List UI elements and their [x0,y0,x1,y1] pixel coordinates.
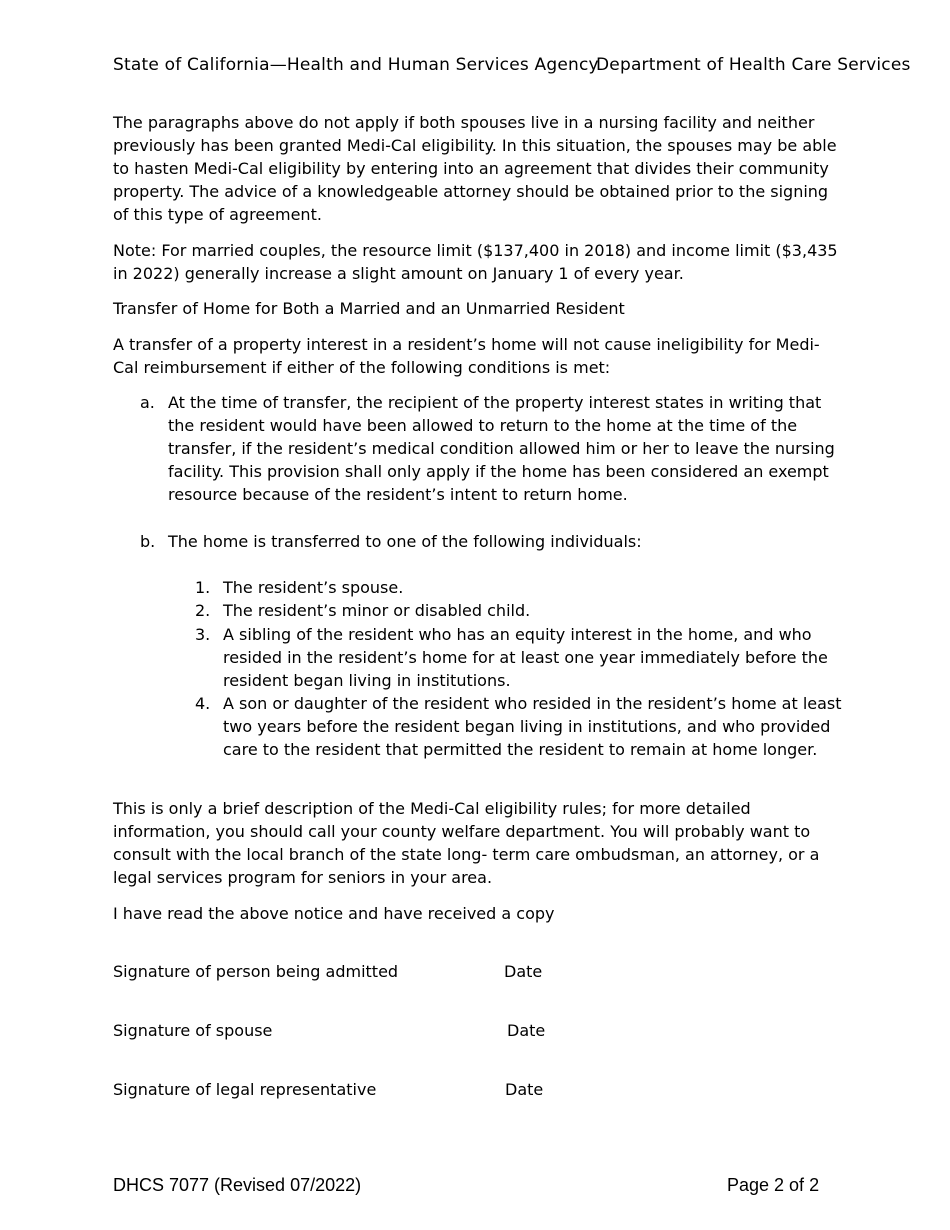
individual-item-3 [195,623,845,692]
signature-label-spouse: Signature of spouse [113,1021,273,1040]
paragraph-both-spouses: The paragraphs above do not apply if both spouses live in a nursing facility and neither previously has been granted Medi-Cal eligibility. In this situation, the spouses may be able to hasten Medi-Cal eligibility by entering into an agreement that divides their community property. The advice of a knowledgeable attorney should be obtained prior to the signing of this type of agreement. [113,113,837,224]
individual-item-1 [195,576,845,599]
acknowledgement-text: I have read the above notice and have received a copy [113,904,555,923]
signature-line-spouse: _______________________________________________ [113,1005,453,1017]
date-label-person: Date [504,962,543,981]
date-label-representative: Date [505,1080,544,1099]
header-agency: State of California—Health and Human Services Agency [113,55,599,75]
signature-line-person: _______________________________________________ [113,946,453,958]
signature-line-representative: _______________________________________________ [113,1064,453,1076]
list-item-text: A sibling of the resident who has an equity interest in the home, and who resided in the resident’s home for at least one year immediately before the resident began living in institutions. [223,625,828,690]
signature-label-person: Signature of person being admitted [113,962,399,981]
list-item-text: The home is transferred to one of the following individuals: [168,532,642,551]
paragraph-brief-description: This is only a brief description of the Medi-Cal eligibility rules; for more detailed information, you should call your county welfare department. You will probably want to consult with the local branch of the state long- term care ombudsman, an attorney, or a legal services program for seniors in your area. [113,799,820,887]
transfer-heading: Transfer of Home for Both a Married and an Unmarried Resident [113,299,625,318]
paragraph-note: Note: For married couples, the resource limit ($137,400 in 2018) and income limit ($3,435 in 2022) generally increase a slight amount on January 1 of every year. [113,241,838,283]
list-item-text: The resident’s spouse. [223,578,404,597]
individual-item-2 [195,599,845,622]
date-label-spouse: Date [507,1021,546,1040]
list-marker: 1. [195,578,211,597]
header-department: Department of Health Care Services [596,55,911,75]
signature-label-representative: Signature of legal representative [113,1080,377,1099]
list-marker: 4. [195,694,211,713]
footer-page-number: Page 2 of 2 [727,1175,820,1195]
individual-item-4 [195,692,845,761]
footer-form-id: DHCS 7077 (Revised 07/2022) [113,1175,362,1195]
list-item-text: The resident’s minor or disabled child. [223,601,531,620]
list-item-text: A son or daughter of the resident who resided in the resident’s home at least two years before the resident began living in institutions, and who provided care to the resident that permitted the resident to remain at home longer. [223,694,842,759]
list-item-text: At the time of transfer, the recipient of the property interest states in writing that the resident would have been allowed to return to the home at the time of the transfer, if the resident’s medical condition allowed him or her to leave the nursing facility. This provision shall only apply if the home has been considered an exempt resource because of the resident’s intent to return home. [168,393,835,504]
list-marker: a. [140,393,155,412]
list-marker: 3. [195,625,211,644]
condition-item-a [140,391,840,506]
list-marker: 2. [195,601,211,620]
condition-item-b [140,530,840,553]
paragraph-transfer-intro: A transfer of a property interest in a resident’s home will not cause ineligibility for Medi-Cal reimbursement if either of the following conditions is met: [113,335,820,377]
list-marker: b. [140,532,156,551]
